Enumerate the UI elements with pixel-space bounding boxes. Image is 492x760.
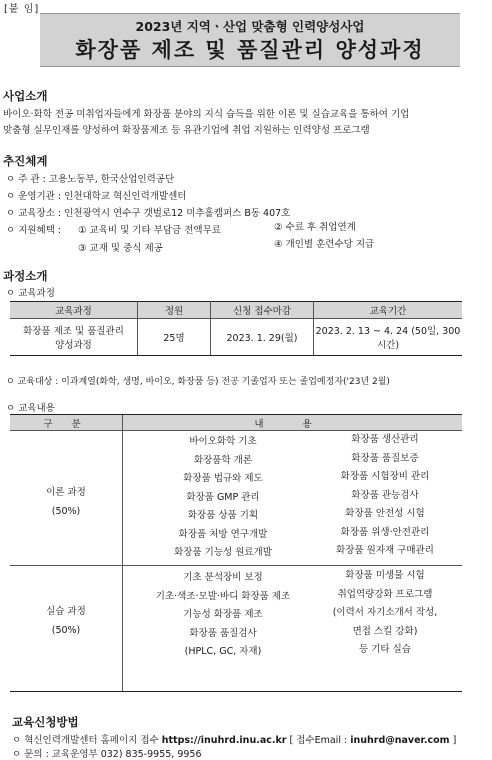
theory-ratio: (50%) — [51, 506, 81, 517]
header-deadline: 신청 접수마감 — [211, 302, 314, 319]
practice-left-list — [128, 569, 318, 662]
list-item: 화장품 법규와 제도 — [183, 473, 263, 484]
theory-right-list — [310, 431, 460, 561]
course-subheading: ㅇ 교육과정 — [6, 288, 55, 299]
apply-prefix: ㅇ 혁신인력개발센터 홈페이지 접수 — [12, 735, 159, 746]
theory-left-list — [138, 433, 308, 563]
list-item: 화장품 관능검사 — [351, 489, 419, 501]
content-table-header — [10, 415, 462, 431]
email-suffix: ] — [452, 735, 457, 746]
course-name-line-2: 양성과정 — [55, 340, 92, 351]
structure-host: ㅇ 주 관 : 고용노동부, 한국산업인력공단 — [6, 174, 175, 185]
course-table-header — [10, 302, 462, 319]
list-item: 취업역량강화 프로그램 — [337, 588, 433, 600]
theory-category — [10, 483, 122, 521]
email-prefix: [ 접수Email : — [289, 735, 348, 746]
intro-line-1: 바이오·화학 전공 미취업자들에게 화장품 분야의 지식 습득을 위한 이론 및 실습교육을 통하여 기업 — [3, 109, 410, 120]
content-table — [10, 414, 462, 692]
list-item: 화장품 GMP 관리 — [186, 491, 260, 503]
header-banner — [40, 13, 460, 67]
course-name-cell — [10, 319, 138, 356]
list-item: 화장품 원자재 구매관리 — [336, 545, 434, 556]
header-category: 구 분 — [43, 419, 89, 430]
list-item: 바이오화학 기초 — [189, 436, 257, 447]
apply-line — [12, 732, 456, 746]
list-item: 화장품 미생물 시험 — [345, 570, 425, 581]
list-item: 화장품학 개론 — [193, 454, 253, 466]
attachment-label: [붙 임] — [4, 4, 40, 15]
column-divider — [122, 415, 123, 691]
list-item: 면접 스킬 강화) — [352, 625, 418, 637]
structure-location: ㅇ 교육장소 : 인천광역시 연수구 갯벌로12 미추홀캠퍼스 B동 407호 — [6, 208, 291, 219]
list-item: 기초 분석장비 보정 — [183, 572, 263, 583]
intro-heading: 사업소개 — [3, 89, 48, 103]
program-subtitle: 2023년 지역ㆍ산업 맞춤형 인력양성사업 — [135, 19, 365, 34]
structure-benefit-label: ㅇ 지원혜택 : — [6, 225, 62, 236]
period-cell: 2023. 2. 13 ~ 4. 24 (50일, 300시간) — [314, 319, 463, 356]
list-item: 화장품 품질검사 — [189, 627, 257, 639]
structure-operator: ㅇ 운영기관 : 인천대학교 혁신인력개발센터 — [6, 191, 187, 202]
row-divider — [10, 565, 462, 566]
header-course: 교육과정 — [10, 302, 138, 319]
benefit-item-4: ④ 개인별 훈련수당 지급 — [274, 239, 375, 250]
list-item: (HPLC, GC, 자재) — [184, 646, 262, 657]
practice-label: 실습 과정 — [46, 606, 86, 617]
benefit-item-2: ② 수료 후 취업연계 — [274, 222, 356, 233]
deadline-cell: 2023. 1. 29(월) — [211, 319, 314, 356]
homepage-link[interactable]: https://inuhrd.inu.ac.kr — [161, 735, 287, 746]
list-item: 화장품 위생·안전관리 — [340, 526, 430, 538]
course-name-line-1: 화장품 제조 및 품질관리 — [23, 326, 124, 337]
list-item: 화장품 시험장비 관리 — [340, 471, 430, 482]
header-period: 교육기간 — [314, 302, 463, 319]
list-item: 등 기타 실습 — [359, 644, 411, 655]
practice-right-list — [310, 567, 460, 660]
inquiry-line: ㅇ 문의 : 교육운영부 032) 835-9955, 9956 — [12, 749, 202, 760]
course-table — [10, 301, 462, 356]
header-content: 내 용 — [254, 419, 330, 430]
header-capacity: 정원 — [138, 302, 211, 319]
list-item: 화장품 생산관리 — [351, 434, 419, 445]
benefit-item-1: ① 교육비 및 기타 부담금 전액무료 — [78, 225, 221, 236]
structure-heading: 추진체계 — [3, 154, 48, 168]
practice-category — [10, 602, 122, 640]
page-title: 화장품 제조 및 품질관리 양성과정 — [75, 38, 425, 62]
list-item: 기초·색조·모발·바디 화장품 제조 — [155, 590, 291, 602]
list-item: (이력서 자기소개서 작성, — [332, 607, 438, 618]
capacity-cell: 25명 — [138, 319, 211, 356]
apply-heading: 교육신청방법 — [12, 715, 79, 729]
list-item: 화장품 품질보증 — [351, 452, 419, 464]
course-target: ㅇ 교육대상 : 이과계열(화학, 생명, 바이오, 화장품 등) 전공 기졸업자 또는 졸업예정자('23년 2월) — [6, 377, 390, 387]
course-heading: 과정소개 — [3, 269, 48, 283]
list-item: 화장품 처방 연구개발 — [178, 528, 268, 540]
list-item: 화장품 안전성 시험 — [345, 508, 425, 519]
content-subheading: ㅇ 교육내용 — [6, 403, 55, 414]
list-item: 화장품 기능성 원료개발 — [174, 547, 272, 558]
course-table-row — [10, 319, 462, 356]
intro-line-2: 맞춤형 실무인재를 양성하여 화장품제조 등 유관기업에 취업 지원하는 인력양성 프로그램 — [3, 125, 370, 136]
list-item: 기능성 화장품 제조 — [183, 609, 263, 620]
theory-label: 이론 과정 — [46, 487, 86, 498]
email-link[interactable]: inuhrd@naver.com — [350, 735, 450, 746]
benefit-item-3: ③ 교재 및 중식 제공 — [78, 243, 163, 254]
practice-ratio: (50%) — [51, 625, 81, 636]
list-item: 화장품 상품 기획 — [187, 510, 259, 521]
